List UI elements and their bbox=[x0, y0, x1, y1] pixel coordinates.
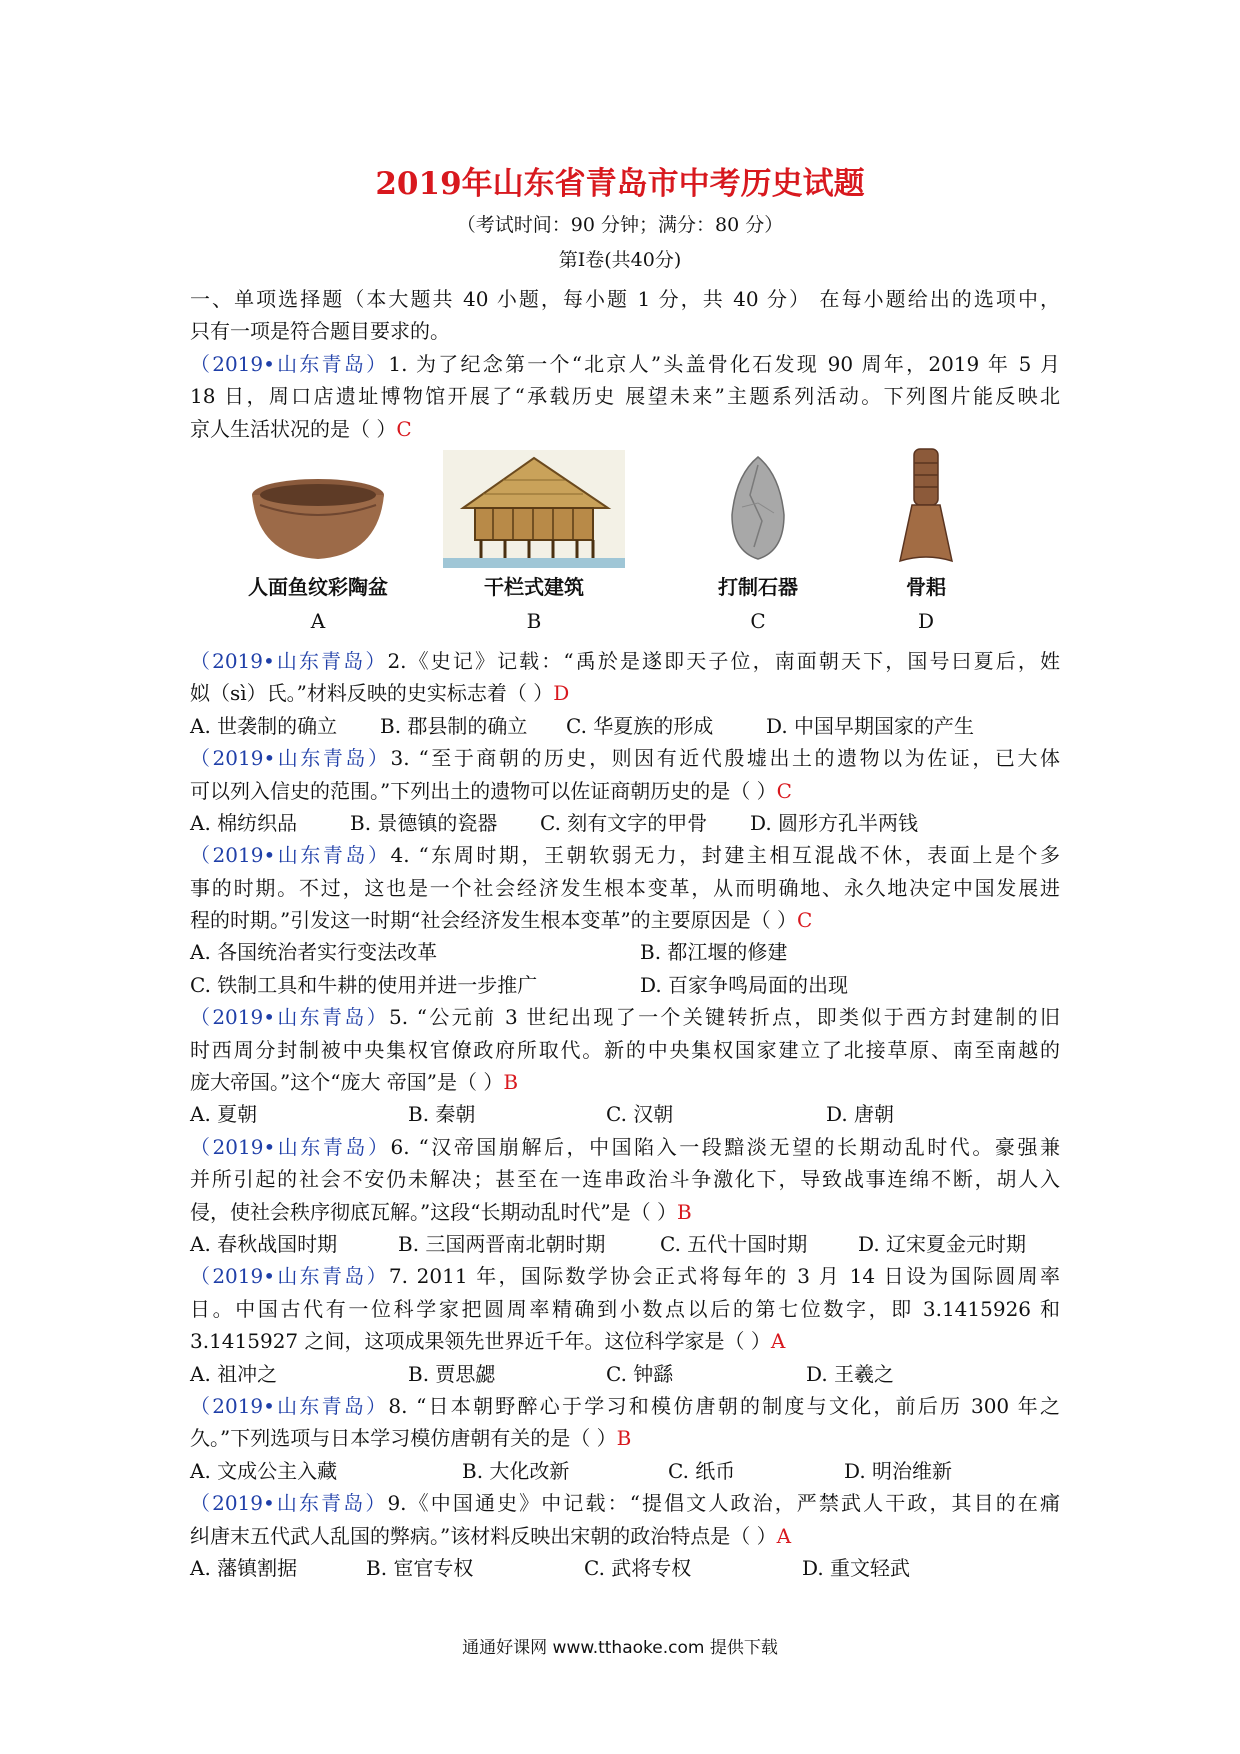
question-2-line: 姒（sì）氏。”材料反映的史实标志着（ ）D bbox=[190, 681, 570, 706]
question-4-options bbox=[190, 969, 1060, 1001]
answer-mark: A bbox=[770, 1329, 786, 1354]
answer-mark: A bbox=[776, 1523, 792, 1548]
image-letter-a: A bbox=[310, 608, 326, 633]
image-caption-c: 打制石器 bbox=[718, 574, 798, 599]
option-c: C. 刻有文字的甲骨 bbox=[540, 810, 708, 835]
option-c: C. 纸币 bbox=[668, 1458, 736, 1483]
answer-mark: C bbox=[396, 416, 412, 441]
question-5-options bbox=[190, 1098, 1060, 1130]
question-7-line: 日。中国古代有一位科学家把圆周率精确到小数点以后的第七位数字，即 3.1415926 和 bbox=[190, 1296, 1060, 1321]
question-6-line: （2019•山东青岛）6. “汉帝国崩解后，中国陷入一段黯淡无望的长期动乱时代。豪强兼 bbox=[190, 1134, 1060, 1159]
option-d: D. 辽宋夏金元时期 bbox=[858, 1231, 1027, 1256]
option-d: D. 百家争鸣局面的出现 bbox=[640, 972, 849, 997]
question-7-options bbox=[190, 1358, 1060, 1390]
answer-mark: C bbox=[776, 778, 792, 803]
option-d: D. 中国早期国家的产生 bbox=[766, 713, 975, 738]
painted-pottery-basin-image bbox=[248, 475, 388, 565]
option-b: B. 都江堰的修建 bbox=[640, 940, 788, 965]
question-3-line: 可以列入信史的范围。”下列出土的遗物可以佐证商朝历史的是（ ）C bbox=[190, 778, 792, 803]
question-8-options bbox=[190, 1455, 1060, 1487]
option-b: B. 景德镇的瓷器 bbox=[350, 810, 498, 835]
question-4-line: （2019•山东青岛）4. “东周时期，王朝软弱无力，封建主相互混战不休，表面上是个多 bbox=[190, 843, 1060, 868]
volume-heading: 第Ⅰ卷(共40分) bbox=[558, 249, 682, 271]
question-7-line: 3.1415927 之间，这项成果领先世界近千年。这位科学家是（ ）A bbox=[190, 1329, 786, 1354]
question-9-line: 纠唐末五代武人乱国的弊病。”该材料反映出宋朝的政治特点是（ ）A bbox=[190, 1523, 792, 1548]
question-5-line: （2019•山东青岛）5. “公元前 3 世纪出现了一个关键转折点，即类似于西方封建制的旧 bbox=[190, 1005, 1061, 1030]
question-4-options bbox=[190, 936, 1060, 968]
stilt-house-image bbox=[443, 450, 625, 568]
question-6-options bbox=[190, 1228, 1060, 1260]
page-footer: 通通好课网 www.tthaoke.com 提供下载 bbox=[462, 1638, 778, 1658]
option-d: D. 圆形方孔半两钱 bbox=[750, 810, 919, 835]
option-c: C. 华夏族的形成 bbox=[566, 713, 714, 738]
answer-mark: B bbox=[616, 1426, 632, 1451]
option-a: A. 文成公主入藏 bbox=[190, 1458, 338, 1483]
option-b: B. 三国两晋南北朝时期 bbox=[398, 1231, 606, 1256]
option-a: A. 各国统治者实行变法改革 bbox=[190, 940, 438, 965]
question-1-images bbox=[190, 445, 1060, 645]
option-b: B. 大化改新 bbox=[462, 1458, 570, 1483]
option-c: C. 钟繇 bbox=[606, 1361, 674, 1386]
image-caption-d: 骨耜 bbox=[906, 574, 946, 599]
question-4-line: 事的时期。不过，这也是一个社会经济发生根本变革，从而明确地、永久地决定中国发展进 bbox=[190, 875, 1060, 900]
question-6-line: 侵，使社会秩序彻底瓦解。”这段“长期动乱时代”是（ ）B bbox=[190, 1199, 692, 1224]
image-caption-b: 干栏式建筑 bbox=[484, 574, 584, 599]
exam-info: （考试时间：90 分钟；满分：80 分） bbox=[456, 214, 784, 236]
section-instruction: 一、单项选择题（本大题共 40 小题，每小题 1 分，共 40 分） 在每小题给出的选项中， bbox=[190, 287, 1060, 311]
option-a: A. 棉纺织品 bbox=[190, 810, 298, 835]
option-c: C. 铁制工具和牛耕的使用并进一步推广 bbox=[190, 972, 538, 997]
option-a: A. 祖冲之 bbox=[190, 1361, 278, 1386]
option-d: D. 王羲之 bbox=[806, 1361, 895, 1386]
option-c: C. 汉朝 bbox=[606, 1102, 674, 1127]
option-c: C. 五代十国时期 bbox=[660, 1231, 808, 1256]
question-9-options bbox=[190, 1552, 1060, 1584]
option-d: D. 唐朝 bbox=[826, 1102, 895, 1127]
question-body bbox=[190, 283, 1060, 1584]
option-b: B. 郡县制的确立 bbox=[380, 713, 528, 738]
option-b: B. 宦官专权 bbox=[366, 1555, 474, 1580]
option-c: C. 武将专权 bbox=[584, 1555, 692, 1580]
answer-mark: B bbox=[503, 1070, 519, 1095]
chipped-stone-tool-image bbox=[728, 455, 788, 561]
option-d: D. 明治维新 bbox=[844, 1458, 953, 1483]
answer-mark: C bbox=[797, 908, 813, 933]
answer-mark: B bbox=[677, 1199, 692, 1224]
image-letter-b: B bbox=[526, 608, 542, 633]
question-9-line: （2019•山东青岛）9.《中国通史》中记载：“提倡文人政治，严禁武人干政，其目的在痛 bbox=[190, 1491, 1060, 1516]
question-8-line: （2019•山东青岛）8. “日本朝野醉心于学习和模仿唐朝的制度与文化，前后历 300 年之 bbox=[190, 1393, 1060, 1418]
question-3-options bbox=[190, 807, 1060, 839]
question-1-line: 京人生活状况的是（ ）C bbox=[190, 416, 412, 441]
question-8-line: 久。”下列选项与日本学习模仿唐朝有关的是（ ）B bbox=[190, 1426, 632, 1451]
section-instruction: 只有一项是符合题目要求的。 bbox=[190, 319, 450, 344]
image-caption-a: 人面鱼纹彩陶盆 bbox=[248, 574, 388, 599]
option-a: A. 春秋战国时期 bbox=[190, 1231, 338, 1256]
question-2-options bbox=[190, 710, 1060, 742]
question-5-line: 庞大帝国。”这个“庞大 帝国”是（ ）B bbox=[190, 1070, 519, 1095]
question-7-line: （2019•山东青岛）7. 2011 年，国际数学协会正式将每年的 3 月 14 日设为国际圆周率 bbox=[190, 1264, 1060, 1289]
option-a: A. 藩镇割据 bbox=[190, 1555, 298, 1580]
option-b: B. 秦朝 bbox=[408, 1102, 476, 1127]
question-4-line: 程的时期。”引发这一时期“社会经济发生根本变革”的主要原因是（ ）C bbox=[190, 908, 813, 933]
page-title: 2019年山东省青岛市中考历史试题 bbox=[375, 166, 865, 202]
question-6-line: 并所引起的社会不安仍未解决；甚至在一连串政治斗争激化下，导致战事连绵不断，胡人入 bbox=[190, 1167, 1060, 1192]
answer-mark: D bbox=[553, 681, 570, 706]
bone-spade-image bbox=[896, 445, 956, 567]
question-5-line: 时西周分封制被中央集权官僚政府所取代。新的中央集权国家建立了北接草原、南至南越的 bbox=[190, 1037, 1060, 1062]
option-a: A. 夏朝 bbox=[190, 1102, 258, 1127]
question-1-line: （2019•山东青岛）1. 为了纪念第一个“北京人”头盖骨化石发现 90 周年，2019 年 5 月 bbox=[190, 351, 1060, 376]
option-b: B. 贾思勰 bbox=[408, 1361, 496, 1386]
image-letter-c: C bbox=[750, 608, 766, 633]
image-letter-d: D bbox=[917, 608, 935, 633]
question-2-line: （2019•山东青岛）2.《史记》记载：“禹於是遂即天子位，南面朝天下，国号曰夏后，姓 bbox=[190, 648, 1060, 673]
option-d: D. 重文轻武 bbox=[802, 1555, 911, 1580]
source-tag: （2019•山东青岛） bbox=[190, 351, 389, 376]
question-1-line: 18 日，周口店遗址博物馆开展了“承载历史 展望未来”主题系列活动。下列图片能反映北 bbox=[190, 384, 1060, 409]
question-3-line: （2019•山东青岛）3. “至于商朝的历史，则因有近代殷墟出土的遗物以为佐证，已大体 bbox=[190, 746, 1060, 771]
option-a: A. 世袭制的确立 bbox=[190, 713, 338, 738]
